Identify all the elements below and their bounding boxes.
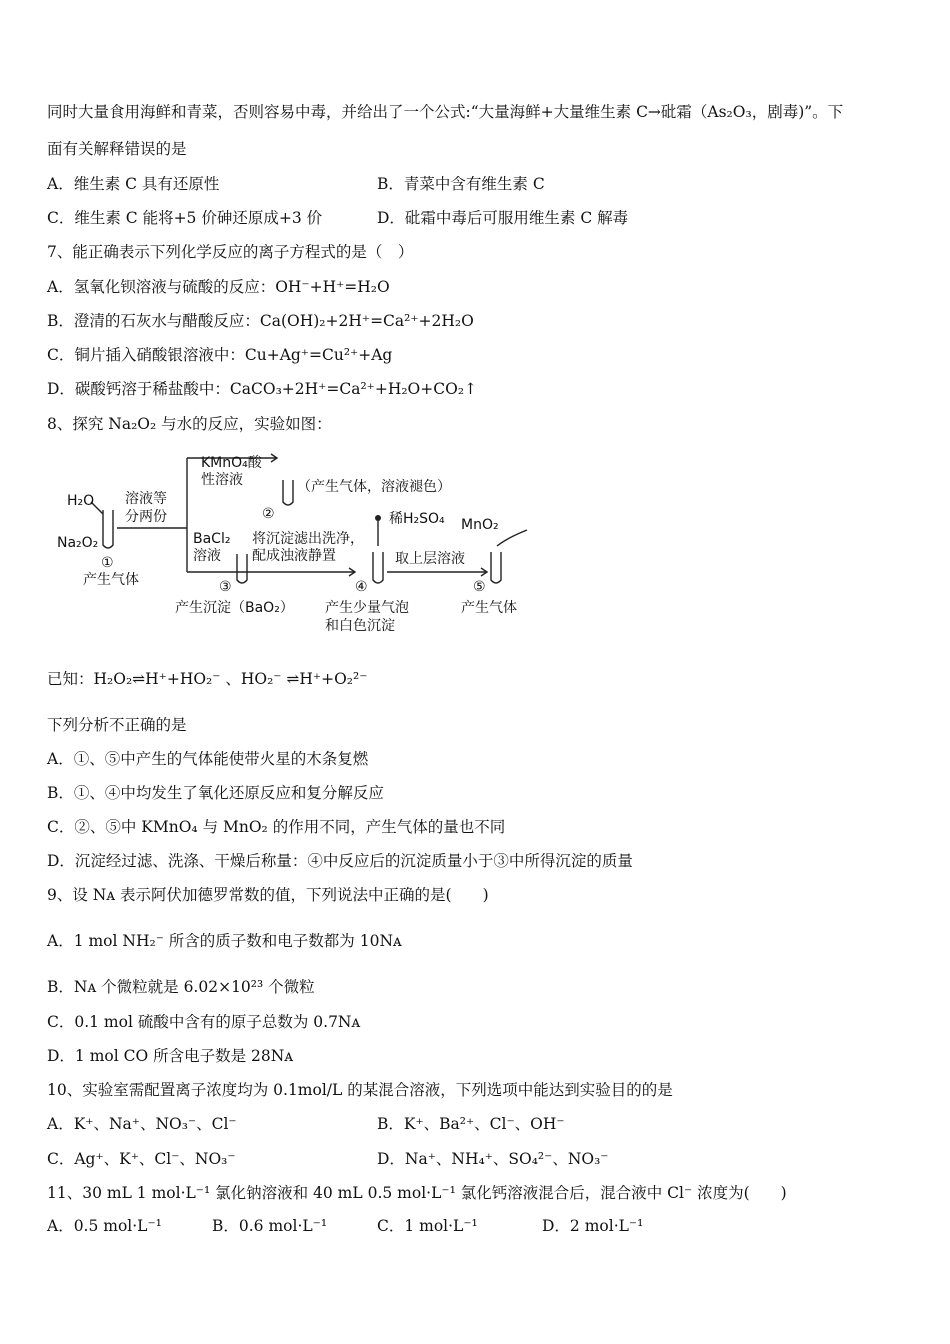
label-na2o2: Na₂O₂	[57, 535, 99, 551]
q11-option-d: D．2 mol·L⁻¹	[542, 1217, 644, 1235]
q6-stem-line1: 同时大量食用海鲜和青菜，否则容易中毒，并给出了一个公式:“大量海鲜+大量维生素 C→砒霜（As₂O₃，剧毒)”。下	[47, 103, 844, 121]
tube-3-shape	[237, 554, 247, 583]
label-t4-note-1: 产生少量气泡	[325, 600, 409, 616]
q8-option-a: A．①、⑤中产生的气体能使带火星的木条复燃	[47, 750, 369, 768]
label-bacl2-1: BaCl₂	[193, 531, 231, 547]
q8-stem: 8、探究 Na₂O₂ 与水的反应，实验如图：	[47, 415, 332, 433]
q7-stem: 7、能正确表示下列化学反应的离子方程式的是（ ）	[47, 243, 414, 261]
label-split-2: 分两份	[125, 509, 167, 525]
q7-option-a: A．氢氧化钡溶液与硫酸的反应：OH⁻+H⁺=H₂O	[47, 278, 390, 296]
experiment-diagram	[55, 450, 535, 640]
q6-option-c: C．维生素 C 能将+5 价砷还原成+3 价	[47, 209, 323, 227]
tube-2-shape	[283, 480, 293, 505]
q8-ask: 下列分析不正确的是	[47, 716, 187, 734]
q6-option-a: A．维生素 C 具有还原性	[47, 175, 220, 193]
q9-option-c: C．0.1 mol 硫酸中含有的原子总数为 0.7Nᴀ	[47, 1013, 361, 1031]
label-bacl2-2: 溶液	[193, 548, 221, 564]
q10-stem: 10、实验室需配置离子浓度均为 0.1mol/L 的某混合溶液，下列选项中能达到实验目的的是	[47, 1081, 673, 1099]
q8-option-c: C．②、⑤中 KMnO₄ 与 MnO₂ 的作用不同，产生气体的量也不同	[47, 818, 506, 836]
label-kmno4-1: KMnO₄酸	[201, 455, 262, 471]
q6-option-b: B．青菜中含有维生素 C	[377, 175, 545, 193]
q8-known: 已知：H₂O₂⇌H⁺+HO₂⁻ 、HO₂⁻ ⇌H⁺+O₂²⁻	[47, 670, 368, 688]
label-tube-4: ④	[355, 579, 368, 595]
label-t2-note: （产生气体，溶液褪色）	[297, 479, 451, 495]
q9-option-a: A．1 mol NH₂⁻ 所含的质子数和电子数都为 10Nᴀ	[47, 932, 402, 950]
q9-option-d: D．1 mol CO 所含电子数是 28Nᴀ	[47, 1047, 294, 1065]
q8-option-d: D．沉淀经过滤、洗涤、干燥后称量：④中反应后的沉淀质量小于③中所得沉淀的质量	[47, 852, 633, 870]
q10-option-a: A．K⁺、Na⁺、NO₃⁻、Cl⁻	[47, 1115, 237, 1133]
label-tube-2: ②	[262, 506, 275, 522]
q8-option-b: B．①、④中均发生了氧化还原反应和复分解反应	[47, 784, 384, 802]
label-t5-note: 产生气体	[461, 600, 517, 616]
spatula-mno2	[497, 530, 527, 546]
label-filter-1: 将沉淀滤出洗净，	[252, 531, 364, 547]
q9-option-b: B．Nᴀ 个微粒就是 6.02×10²³ 个微粒	[47, 978, 315, 996]
q6-stem-line2: 面有关解释错误的是	[47, 140, 187, 158]
label-upper: 取上层溶液	[395, 551, 465, 567]
q9-stem: 9、设 Nᴀ 表示阿伏加德罗常数的值，下列说法中正确的是( )	[47, 886, 489, 904]
tube-1-shape	[103, 510, 113, 548]
q11-option-b: B．0.6 mol·L⁻¹	[212, 1217, 328, 1235]
q10-option-d: D．Na⁺、NH₄⁺、SO₄²⁻、NO₃⁻	[377, 1150, 609, 1168]
q11-option-c: C．1 mol·L⁻¹	[377, 1217, 478, 1235]
label-mno2: MnO₂	[461, 517, 499, 533]
label-t3-note: 产生沉淀（BaO₂）	[175, 600, 294, 616]
label-kmno4-2: 性溶液	[201, 472, 243, 488]
q10-option-b: B．K⁺、Ba²⁺、Cl⁻、OH⁻	[377, 1115, 565, 1133]
tube-4-shape	[373, 552, 383, 583]
label-tube-1: ①	[101, 555, 114, 571]
label-h2so4: 稀H₂SO₄	[389, 511, 445, 527]
q10-option-c: C．Ag⁺、K⁺、Cl⁻、NO₃⁻	[47, 1150, 236, 1168]
q11-option-a: A．0.5 mol·L⁻¹	[47, 1217, 162, 1235]
label-h2o: H₂O	[67, 493, 95, 509]
tube-5-shape	[491, 552, 501, 583]
q11-stem: 11、30 mL 1 mol·L⁻¹ 氯化钠溶液和 40 mL 0.5 mol·L⁻¹ 氯化钙溶液混合后，混合液中 Cl⁻ 浓度为( )	[47, 1184, 787, 1202]
label-filter-2: 配成浊液静置	[252, 548, 336, 564]
q7-option-d: D．碳酸钙溶于稀盐酸中：CaCO₃+2H⁺=Ca²⁺+H₂O+CO₂↑	[47, 380, 478, 398]
label-split-1: 溶液等	[125, 491, 167, 507]
label-t4-note-2: 和白色沉淀	[325, 618, 395, 634]
label-tube-5: ⑤	[473, 579, 486, 595]
label-t1-note: 产生气体	[83, 572, 139, 588]
dropper-bulb	[375, 515, 381, 521]
label-tube-3: ③	[219, 579, 232, 595]
q6-option-d: D．砒霜中毒后可服用维生素 C 解毒	[377, 209, 629, 227]
q7-option-b: B．澄清的石灰水与醋酸反应：Ca(OH)₂+2H⁺=Ca²⁺+2H₂O	[47, 312, 474, 330]
q7-option-c: C．铜片插入硝酸银溶液中：Cu+Ag⁺=Cu²⁺+Ag	[47, 346, 393, 364]
